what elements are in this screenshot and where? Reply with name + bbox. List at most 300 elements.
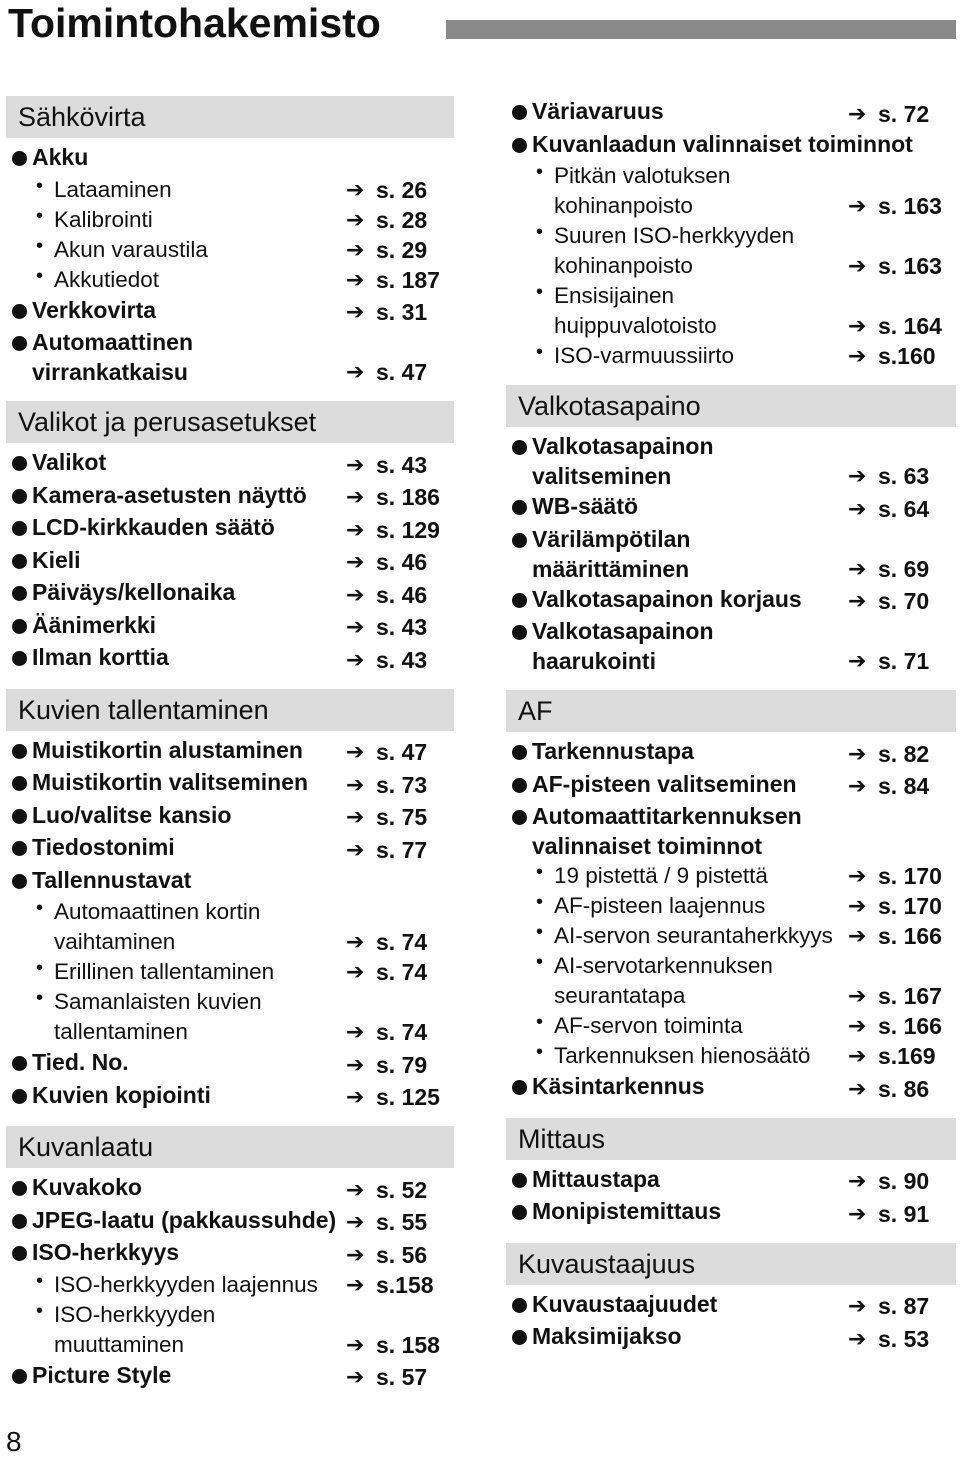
page-reference-number[interactable]: s. 74	[376, 959, 428, 985]
index-subentry	[6, 897, 454, 957]
entry-label	[32, 642, 346, 672]
bullet-dot-icon	[12, 1246, 27, 1261]
page-reference-number[interactable]: s. 46	[376, 549, 428, 575]
page-reference	[346, 1240, 454, 1270]
entry-label-line: huippuvalotoisto	[554, 313, 717, 338]
page-reference-number[interactable]: s. 129	[376, 516, 440, 543]
page-reference-number[interactable]: s. 164	[878, 313, 942, 339]
arrow-right-icon: ➔	[848, 313, 867, 338]
entry-label	[532, 1164, 848, 1194]
entry-label	[554, 341, 848, 371]
arrow-right-icon: ➔	[346, 1051, 365, 1077]
index-entry	[6, 447, 454, 480]
arrow-right-icon: ➔	[346, 206, 365, 232]
entry-label-line: Kuvaustaajuudet	[532, 1290, 718, 1317]
arrow-right-icon: ➔	[346, 1364, 365, 1389]
index-entry	[506, 1164, 956, 1197]
arrow-right-icon: ➔	[346, 549, 365, 574]
bullet-dot-icon	[12, 1056, 27, 1071]
page-reference	[848, 251, 956, 281]
index-entry	[6, 735, 454, 768]
entry-label-line: Mittaustapa	[532, 1165, 660, 1192]
sub-bullet-icon: •	[36, 957, 44, 979]
sub-bullet-icon: •	[536, 951, 544, 973]
sub-bullet-icon: •	[36, 264, 44, 287]
page-reference-number[interactable]: s. 187	[376, 266, 440, 293]
entry-label-line: kohinanpoisto	[554, 253, 693, 278]
index-subentry	[506, 891, 956, 921]
page-reference-number[interactable]: s. 86	[878, 1075, 930, 1102]
index-entry	[6, 480, 454, 513]
entry-label-line: Automaattinen kortin	[54, 899, 261, 924]
page-reference-number[interactable]: s. 74	[376, 929, 428, 955]
bullet-dot-icon	[12, 489, 27, 504]
page-reference-number[interactable]: s. 73	[376, 771, 428, 798]
bullet-dot-icon	[12, 1089, 27, 1104]
page-reference-number[interactable]: s. 82	[878, 740, 930, 767]
arrow-right-icon: ➔	[346, 1331, 365, 1357]
arrow-right-icon: ➔	[848, 1325, 867, 1351]
arrow-right-icon: ➔	[848, 1200, 867, 1226]
index-entry	[506, 524, 956, 584]
entry-label-line: Tallennustavat	[32, 866, 192, 893]
entry-list	[6, 443, 454, 689]
entry-label	[32, 1360, 346, 1390]
page-reference	[346, 802, 454, 832]
page-reference	[346, 547, 454, 577]
entry-label-line: Akun varaustila	[54, 236, 208, 262]
bullet-dot-icon	[512, 1330, 527, 1345]
entry-label-line: AF-pisteen valitseminen	[532, 770, 797, 797]
entry-label	[54, 235, 346, 265]
index-subentry	[6, 1300, 454, 1360]
page-reference-number[interactable]: s.158	[376, 1271, 434, 1298]
page-reference-number[interactable]: s. 43	[376, 614, 428, 640]
title-rule	[446, 20, 956, 39]
index-entry	[6, 767, 454, 800]
page-reference-number[interactable]: s.169	[878, 1043, 936, 1069]
entry-list	[6, 138, 454, 401]
index-subentry	[506, 951, 956, 1011]
entry-list	[506, 427, 956, 690]
entry-label-line: Valikot	[32, 449, 107, 475]
sub-bullet-icon: •	[536, 1041, 544, 1063]
entry-label-line: muuttaminen	[54, 1331, 185, 1357]
entry-label-line: Lataaminen	[54, 176, 172, 202]
index-entry	[6, 327, 454, 387]
index-subentry	[6, 987, 454, 1047]
index-subentry	[6, 235, 454, 265]
sub-bullet-icon: •	[36, 204, 44, 227]
page-reference	[848, 891, 956, 921]
entry-label-line: Akkutiedot	[54, 266, 160, 292]
entry-label-line: Tarkennustapa	[532, 738, 694, 764]
entry-label-line: 19 pistettä / 9 pistettä	[554, 863, 768, 888]
entry-label	[554, 861, 848, 891]
arrow-right-icon: ➔	[848, 555, 867, 581]
entry-label	[32, 1172, 346, 1202]
page-reference-number[interactable]: s. 167	[878, 983, 942, 1009]
page-reference-number[interactable]: s. 47	[376, 739, 428, 765]
section-heading: Kuvanlaatu	[6, 1126, 454, 1168]
bullet-dot-icon	[512, 1298, 527, 1313]
bullet-dot-icon	[512, 778, 527, 793]
page-reference-number[interactable]: s. 57	[376, 1364, 428, 1390]
index-entry	[506, 1071, 956, 1104]
bullet-dot-icon	[12, 521, 27, 536]
index-entry	[6, 800, 454, 833]
page-reference	[848, 1166, 956, 1196]
page-reference-number[interactable]: s. 166	[878, 923, 942, 949]
entry-label	[32, 447, 346, 477]
page-reference-number[interactable]: s. 166	[878, 1013, 942, 1039]
page-number: 8	[6, 1426, 22, 1457]
sub-bullet-icon: •	[536, 921, 544, 943]
page-reference	[346, 205, 454, 235]
page-reference-number[interactable]: s. 69	[878, 555, 930, 582]
page-reference	[346, 1175, 454, 1205]
section-valikot-ja-perusasetukset	[6, 401, 454, 689]
page-reference	[346, 297, 454, 327]
entry-label	[532, 1321, 848, 1351]
entry-label	[54, 957, 346, 987]
index-entry	[6, 642, 454, 675]
page-reference-number[interactable]: s. 170	[878, 893, 942, 919]
entry-label	[32, 767, 346, 797]
page-reference	[346, 175, 454, 205]
entry-label	[54, 987, 346, 1047]
entry-label	[32, 610, 346, 640]
section-heading: AF	[506, 690, 956, 732]
page-reference-number[interactable]: s. 77	[376, 836, 428, 863]
index-subentry	[506, 1011, 956, 1041]
page-reference	[346, 450, 454, 480]
page-reference	[848, 981, 956, 1011]
entry-label-line: seurantatapa	[554, 983, 686, 1008]
entry-label	[532, 1289, 848, 1319]
sub-bullet-icon: •	[536, 341, 544, 363]
page-reference-number[interactable]: s. 26	[376, 176, 428, 203]
page-reference-number[interactable]: s. 170	[878, 863, 942, 889]
page-reference	[346, 1017, 454, 1047]
arrow-right-icon: ➔	[848, 983, 867, 1008]
arrow-right-icon: ➔	[346, 1019, 365, 1044]
page-reference-number[interactable]: s. 91	[878, 1200, 930, 1227]
index-subentry	[506, 161, 956, 221]
page-reference-number[interactable]: s. 63	[878, 463, 930, 489]
arrow-right-icon: ➔	[848, 1075, 867, 1101]
entry-label-line: Verkkovirta	[32, 296, 157, 323]
arrow-right-icon: ➔	[848, 253, 867, 278]
entry-label-line: ISO-herkkyyden laajennus	[54, 1271, 318, 1297]
entry-label-line: Kalibrointi	[54, 206, 153, 232]
page-reference-number[interactable]: s. 87	[878, 1293, 930, 1319]
entry-label-line: Ensisijainen	[554, 283, 675, 308]
page-reference	[848, 739, 956, 769]
section-kuvanlaatu	[6, 1126, 454, 1406]
arrow-right-icon: ➔	[346, 176, 365, 202]
entry-label-line: kohinanpoisto	[554, 193, 693, 218]
entry-label	[54, 265, 346, 295]
index-subentry	[506, 1041, 956, 1071]
arrow-right-icon: ➔	[346, 614, 365, 639]
entry-label-line: Akku	[32, 144, 89, 170]
page-reference-number[interactable]: s. 163	[878, 193, 942, 219]
sub-bullet-icon: •	[536, 861, 544, 883]
entry-label	[532, 1196, 848, 1226]
page-reference-number[interactable]: s. 70	[878, 588, 930, 614]
arrow-right-icon: ➔	[346, 1084, 365, 1109]
index-entry	[6, 545, 454, 578]
page-reference	[848, 1041, 956, 1071]
index-subentry	[6, 205, 454, 235]
page-reference-number[interactable]: s. 79	[376, 1051, 428, 1078]
page-reference-number[interactable]: s. 186	[376, 484, 440, 510]
section-kuvien-tallentaminen	[6, 689, 454, 1127]
page-reference-number[interactable]: s. 43	[376, 646, 428, 673]
page-reference-number[interactable]: s. 64	[878, 495, 930, 522]
entry-label-line: AI-servotarkennuksen	[554, 953, 773, 978]
entry-label-line: AF-servon toiminta	[554, 1013, 743, 1038]
entry-label	[554, 281, 848, 341]
arrow-right-icon: ➔	[848, 1013, 867, 1038]
index-subentry	[6, 957, 454, 987]
index-entry	[6, 832, 454, 865]
page-reference	[346, 580, 454, 610]
arrow-right-icon: ➔	[848, 740, 867, 766]
section-heading: Valkotasapaino	[506, 385, 956, 427]
bullet-dot-icon	[12, 336, 27, 351]
entry-label	[532, 616, 848, 676]
entry-label-line: Valkotasapainon	[532, 433, 714, 459]
bullet-dot-icon	[512, 533, 527, 548]
entry-label-line: Kuvien kopiointi	[32, 1081, 211, 1108]
bullet-dot-icon	[512, 440, 527, 455]
entry-label-line: Käsintarkennus	[532, 1073, 705, 1099]
entry-label	[32, 1080, 346, 1110]
entry-label-line: ISO-herkkyys	[32, 1239, 180, 1265]
page-reference-number[interactable]: s. 163	[878, 253, 942, 279]
arrow-right-icon: ➔	[848, 100, 867, 126]
page-reference	[848, 311, 956, 341]
page-reference-number[interactable]: s. 71	[878, 648, 930, 674]
entry-label	[554, 891, 848, 921]
index-subentry	[6, 1270, 454, 1300]
page-reference-number[interactable]: s. 125	[376, 1084, 440, 1110]
sub-bullet-icon: •	[36, 897, 44, 919]
sub-bullet-icon: •	[536, 281, 544, 303]
page-reference-number[interactable]: s. 29	[376, 236, 428, 263]
entry-label	[532, 491, 848, 521]
page-reference-number[interactable]: s. 46	[376, 581, 428, 608]
page-reference	[848, 191, 956, 221]
entry-label-line: ISO-herkkyyden	[54, 1301, 216, 1327]
entry-label	[554, 221, 848, 281]
page-reference-number[interactable]: s. 75	[376, 804, 428, 830]
page-reference	[848, 1291, 956, 1321]
entry-label-line: AI-servon seurantaherkkyys	[554, 923, 833, 948]
arrow-right-icon: ➔	[848, 495, 867, 521]
left-column	[6, 96, 454, 1406]
index-entry	[506, 769, 956, 802]
index-entry	[506, 801, 956, 861]
page-reference	[346, 265, 454, 295]
arrow-right-icon: ➔	[848, 863, 867, 888]
page-reference-number[interactable]: s. 53	[878, 1325, 930, 1352]
page-reference	[346, 1270, 454, 1300]
entry-label	[532, 431, 848, 491]
arrow-right-icon: ➔	[848, 1168, 867, 1193]
bullet-dot-icon	[12, 554, 27, 569]
section-sahkovirta	[6, 96, 454, 401]
bullet-dot-icon	[12, 1369, 27, 1384]
entry-label-line: vaihtaminen	[54, 929, 176, 954]
sub-bullet-icon: •	[36, 1299, 44, 1322]
index-entry	[506, 1196, 956, 1229]
arrow-right-icon: ➔	[346, 1209, 365, 1234]
entry-label	[532, 1071, 848, 1101]
bullet-dot-icon	[512, 745, 527, 760]
bullet-dot-icon	[512, 1205, 527, 1220]
entry-label-line: Samanlaisten kuvien	[54, 989, 262, 1014]
bullet-dot-icon	[12, 809, 27, 824]
page-reference-number[interactable]: s. 56	[376, 1241, 428, 1268]
page-reference	[346, 770, 454, 800]
entry-label-line: Äänimerkki	[32, 611, 157, 638]
arrow-right-icon: ➔	[848, 893, 867, 918]
index-entry	[6, 1360, 454, 1393]
index-subentry	[6, 175, 454, 205]
index-entry	[6, 577, 454, 610]
entry-label-line: Muistikortin alustaminen	[32, 736, 303, 763]
entry-label	[32, 1205, 346, 1235]
entry-list	[506, 96, 956, 385]
arrow-right-icon: ➔	[346, 1271, 365, 1297]
page-reference-number[interactable]: s. 90	[878, 1168, 930, 1194]
entry-label	[32, 865, 346, 895]
bullet-dot-icon	[12, 776, 27, 791]
entry-label	[554, 921, 848, 951]
entry-label-line: valitseminen	[532, 463, 672, 489]
index-entry	[6, 1080, 454, 1113]
entry-label	[32, 295, 346, 325]
section-heading: Valikot ja perusasetukset	[6, 401, 454, 443]
arrow-right-icon: ➔	[346, 804, 365, 829]
page-reference	[346, 235, 454, 265]
page-reference	[346, 1207, 454, 1237]
arrow-right-icon: ➔	[346, 771, 365, 797]
entry-list	[506, 1160, 956, 1243]
right-column	[506, 96, 956, 1368]
index-entry	[506, 491, 956, 524]
arrow-right-icon: ➔	[848, 773, 867, 798]
entry-label	[532, 584, 848, 614]
section-af	[506, 690, 956, 1118]
entry-label-line: Suuren ISO-herkkyyden	[554, 223, 795, 248]
page-reference-number[interactable]: s. 84	[878, 773, 930, 799]
bullet-dot-icon	[12, 1181, 27, 1196]
entry-label-line: Kuvakoko	[32, 1174, 142, 1200]
index-entry	[506, 584, 956, 617]
sub-bullet-icon: •	[536, 1011, 544, 1033]
page-reference	[346, 835, 454, 865]
sub-bullet-icon: •	[536, 161, 544, 183]
bullet-dot-icon	[512, 138, 527, 153]
entry-label-line: Luo/valitse kansio	[32, 801, 232, 828]
entry-label	[54, 1270, 346, 1300]
entry-label	[54, 897, 346, 957]
entry-label	[554, 1011, 848, 1041]
entry-list	[6, 731, 454, 1127]
arrow-right-icon: ➔	[848, 343, 867, 368]
sub-bullet-icon: •	[36, 174, 44, 197]
index-subentry	[6, 265, 454, 295]
entry-label-line: haarukointi	[532, 648, 656, 674]
sub-bullet-icon: •	[36, 1269, 44, 1292]
section-heading: Mittaus	[506, 1118, 956, 1160]
entry-label-line: valinnaiset toiminnot	[532, 833, 763, 859]
arrow-right-icon: ➔	[346, 646, 365, 672]
page-reference-number[interactable]: s. 28	[376, 206, 428, 233]
page-reference	[346, 737, 454, 767]
entry-label-line: Valkotasapainon korjaus	[532, 585, 802, 612]
page-reference	[848, 1011, 956, 1041]
page-reference-number[interactable]: s. 47	[376, 359, 428, 385]
entry-label	[32, 800, 346, 830]
entry-list	[506, 732, 956, 1118]
bullet-dot-icon	[12, 651, 27, 666]
page-reference-number[interactable]: s. 72	[878, 100, 930, 127]
page-reference-number[interactable]: s. 43	[376, 451, 428, 478]
entry-label-line: Pitkän valotuksen	[554, 163, 731, 188]
page-reference	[346, 612, 454, 642]
page-reference	[848, 554, 956, 584]
page-reference	[848, 1074, 956, 1104]
page-reference	[346, 1050, 454, 1080]
bullet-dot-icon	[512, 1080, 527, 1095]
section-heading: Sähkövirta	[6, 96, 454, 138]
page-reference	[346, 1330, 454, 1360]
entry-label	[54, 1300, 346, 1360]
bullet-dot-icon	[12, 841, 27, 856]
entry-label	[32, 512, 346, 542]
entry-label-line: Tiedostonimi	[32, 834, 175, 860]
index-entry	[6, 512, 454, 545]
entry-label	[54, 205, 346, 235]
index-entry	[6, 1237, 454, 1270]
page-reference-number[interactable]: s. 55	[376, 1209, 428, 1235]
page-reference-number[interactable]: s. 52	[376, 1176, 428, 1203]
page-reference-number[interactable]: s. 158	[376, 1331, 440, 1358]
page-reference	[346, 927, 454, 957]
entry-label-line: Erillinen tallentaminen	[54, 959, 275, 984]
entry-label-line: Värilämpötilan	[532, 525, 691, 552]
bullet-dot-icon	[512, 500, 527, 515]
page-reference	[346, 357, 454, 387]
page-reference	[848, 646, 956, 676]
index-entry	[506, 736, 956, 769]
page-reference	[848, 771, 956, 801]
entry-label	[32, 480, 346, 510]
section-mittaus	[506, 1118, 956, 1243]
page-reference-number[interactable]: s.160	[878, 343, 936, 369]
arrow-right-icon: ➔	[346, 359, 365, 384]
page-reference-number[interactable]: s. 74	[376, 1019, 428, 1045]
arrow-right-icon: ➔	[346, 1241, 365, 1267]
page-reference-number[interactable]: s. 31	[376, 299, 428, 325]
index-subentry	[506, 281, 956, 341]
entry-label-line: Picture Style	[32, 1361, 172, 1388]
